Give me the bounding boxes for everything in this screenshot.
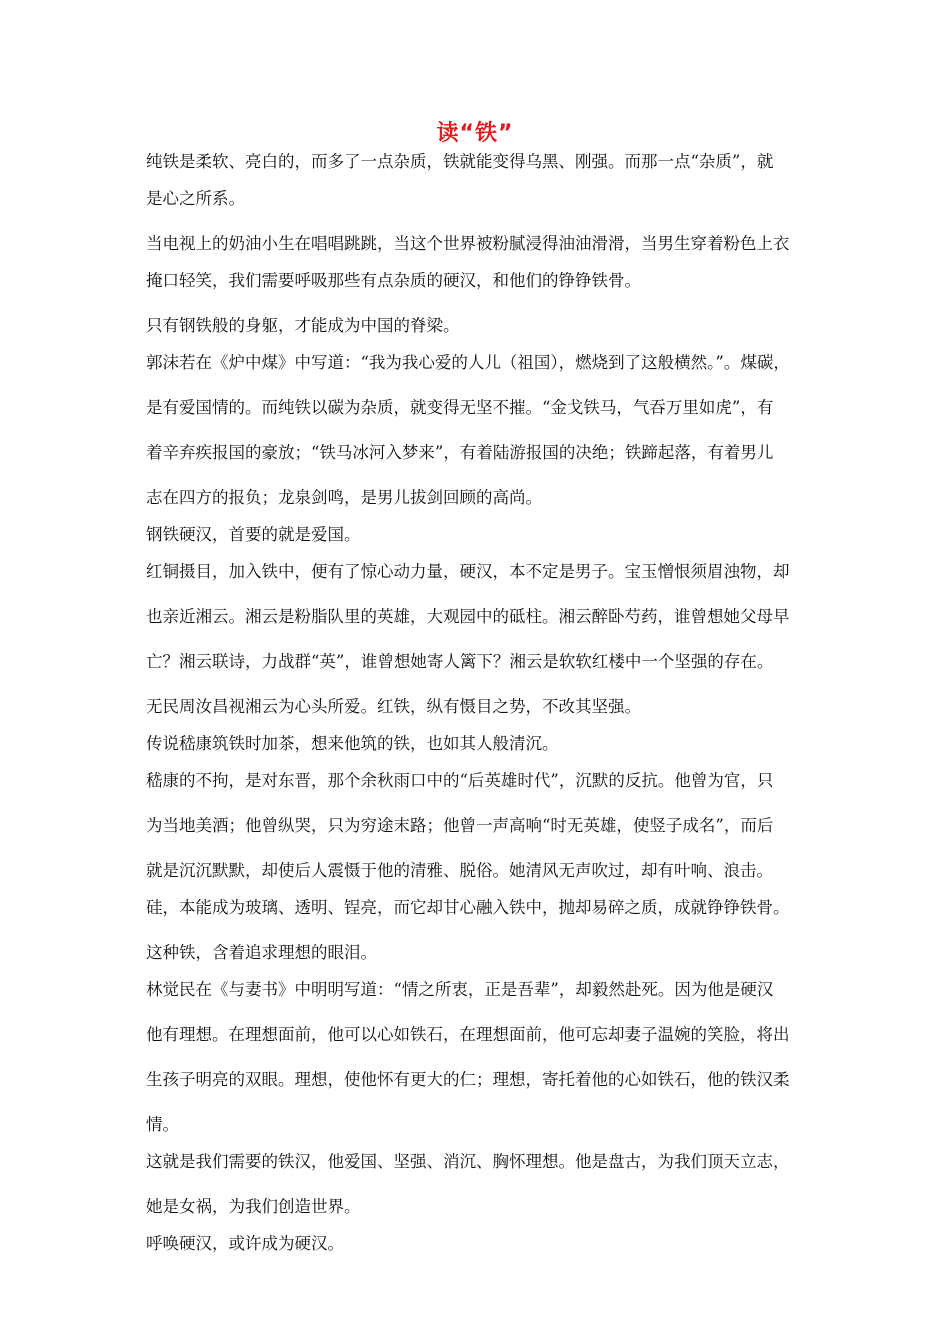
text-line: 情。 — [146, 1115, 179, 1134]
text-line: 林觉民在《与妻书》中明明写道：“情之所衷，正是吾辈”，却毅然赴死。因为他是硬汉 — [146, 980, 774, 999]
text-line: 纯铁是柔软、亮白的，而多了一点杂质，铁就能变得乌黑、刚强。而那一点“杂质”，就 — [146, 152, 774, 171]
text-line: 传说嵇康筑铁时加茶，想来他筑的铁，也如其人般清沉。 — [146, 734, 559, 753]
text-line: 嵇康的不拘，是对东晋，那个余秋雨口中的“后英雄时代”，沉默的反抗。他曾为官，只 — [146, 771, 774, 790]
text-line: 硅，本能成为玻璃、透明、锃亮，而它却甘心融入铁中，抛却易碎之质，成就铮铮铁骨。 — [146, 898, 790, 917]
text-line: 郭沫若在《炉中煤》中写道：“我为我心爱的人儿（祖国），燃烧到了这般横然。”。煤碳， — [146, 353, 790, 372]
text-line: 掩口轻笑，我们需要呼吸那些有点杂质的硬汉，和他们的铮铮铁骨。 — [146, 271, 641, 290]
text-line: 也亲近湘云。湘云是粉脂队里的英雄，大观园中的砥柱。湘云醉卧芍药，谁曾想她父母早 — [146, 607, 790, 626]
text-line: 这就是我们需要的铁汉，他爱国、坚强、消沉、胸怀理想。他是盘古，为我们顶天立志， — [146, 1152, 790, 1171]
text-line: 为当地美酒；他曾纵哭，只为穷途末路；他曾一声高响“时无英雄，使竖子成名”，而后 — [146, 816, 774, 835]
text-line: 是有爱国情的。而纯铁以碳为杂质，就变得无坚不摧。“金戈铁马，气吞万里如虎”，有 — [146, 398, 774, 417]
text-line: 是心之所系。 — [146, 189, 245, 208]
text-line: 生孩子明亮的双眼。理想，使他怀有更大的仁；理想，寄托着他的心如铁石，他的铁汉柔 — [146, 1070, 790, 1089]
text-line: 亡？湘云联诗，力战群“英”，谁曾想她寄人篱下？湘云是软软红楼中一个坚强的存在。 — [146, 652, 774, 671]
text-line: 当电视上的奶油小生在唱唱跳跳，当这个世界被粉腻浸得油油滑滑，当男生穿着粉色上衣 — [146, 234, 790, 253]
text-line: 这种铁，含着追求理想的眼泪。 — [146, 943, 377, 962]
text-line: 着辛弃疾报国的豪放；“铁马冰河入梦来”，有着陆游报国的决绝；铁蹄起落，有着男儿 — [146, 443, 774, 462]
document-title: 读“铁” — [436, 121, 514, 146]
text-line: 他有理想。在理想面前，他可以心如铁石，在理想面前，他可忘却妻子温婉的笑脸，将出 — [146, 1025, 790, 1044]
text-line: 呼唤硬汉，或许成为硬汉。 — [146, 1234, 344, 1253]
text-line: 无民周汝昌视湘云为心头所爱。红铁，纵有慑目之势，不改其坚强。 — [146, 697, 641, 716]
text-line: 红铜摄目，加入铁中，便有了惊心动力量，硬汉，本不定是男子。宝玉憎恨须眉浊物，却 — [146, 562, 790, 581]
text-line: 只有钢铁般的身躯，才能成为中国的脊梁。 — [146, 316, 460, 335]
document-body — [146, 149, 816, 1257]
text-line: 钢铁硬汉，首要的就是爱国。 — [146, 525, 361, 544]
text-line: 就是沉沉默默，却使后人震慑于他的清雅、脱俗。她清风无声吹过，却有叶响、浪击。 — [146, 861, 773, 880]
text-line: 志在四方的报负；龙泉剑鸣，是男儿拔剑回顾的高尚。 — [146, 488, 542, 507]
text-line: 她是女祸，为我们创造世界。 — [146, 1197, 361, 1216]
